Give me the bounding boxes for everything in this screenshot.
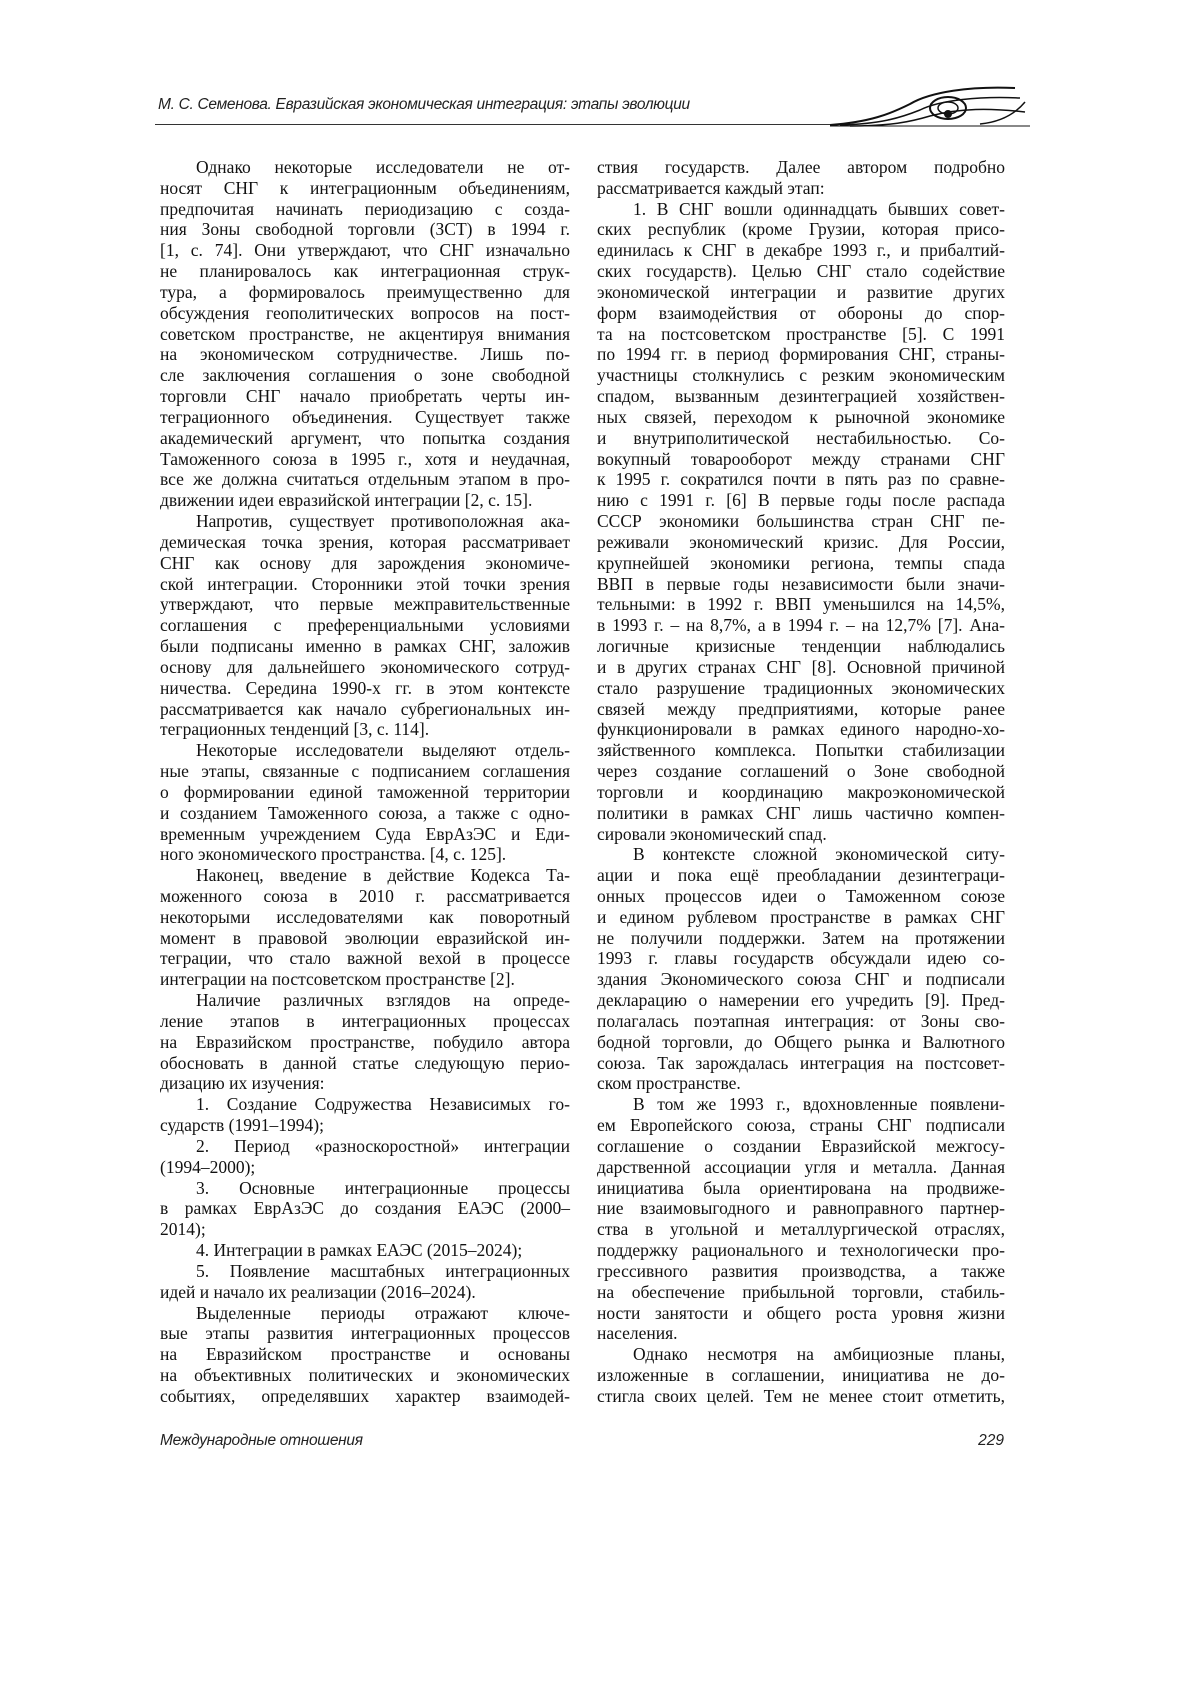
text-line: были подписаны именно в рамках СНГ, заложив <box>160 636 570 657</box>
paragraph <box>160 865 570 990</box>
text-line: стало разрушение традиционных экономических <box>597 678 1005 699</box>
text-line: ВВП в первые годы независимости были значи- <box>597 574 1005 595</box>
text-line: полагалась поэтапная интеграция: от Зоны сво- <box>597 1011 1005 1032</box>
text-line: 5. Появление масштабных интеграционных <box>160 1261 570 1282</box>
text-line: к 1995 г. сократился почти в пять раз по сравне- <box>597 469 1005 490</box>
text-line: единилась к СНГ в декабре 1993 г., и прибалтий- <box>597 240 1005 261</box>
text-line: 1. Создание Содружества Независимых го- <box>160 1094 570 1115</box>
text-line: стигла своих целей. Тем не менее стоит отметить, <box>597 1386 1005 1407</box>
text-line: 2. Период «разноскоростной» интеграции <box>160 1136 570 1157</box>
text-line: ного экономического пространства. [4, с. 125]. <box>160 844 570 865</box>
text-line: спадом, вызванным дезинтеграцией хозяйствен- <box>597 386 1005 407</box>
header-rule <box>155 124 845 125</box>
text-line: и созданием Таможенного союза, а также с одно- <box>160 803 570 824</box>
text-line: демическая точка зрения, которая рассматривает <box>160 532 570 553</box>
text-line: 1. В СНГ вошли одиннадцать бывших совет- <box>597 199 1005 220</box>
text-line: участницы столкнулись с резким экономическим <box>597 365 1005 386</box>
text-line: политики в рамках СНГ лишь частично компен- <box>597 803 1005 824</box>
text-line: СНГ как основу для зарождения экономиче- <box>160 553 570 574</box>
text-line: ства в угольной и металлургической отраслях, <box>597 1219 1005 1240</box>
text-line: дизацию их изучения: <box>160 1073 570 1094</box>
text-line: СССР экономики большинства стран СНГ пе- <box>597 511 1005 532</box>
text-line: форм взаимодействия от обороны до спор- <box>597 303 1005 324</box>
text-line: все же должна считаться отдельным этапом в про- <box>160 469 570 490</box>
text-line: функционировали в рамках единого народно-хо- <box>597 719 1005 740</box>
text-line: логичные кризисные тенденции наблюдались <box>597 636 1005 657</box>
text-line: теграционного объединения. Существует также <box>160 407 570 428</box>
text-line: тельными: в 1992 г. ВВП уменьшился на 14,5%, <box>597 594 1005 615</box>
text-line: по 1994 гг. в период формирования СНГ, страны- <box>597 344 1005 365</box>
text-line: Однако некоторые исследователи не от- <box>160 157 570 178</box>
paragraph <box>160 157 570 511</box>
text-line: ности занятости и общего роста уровня жизни <box>597 1303 1005 1324</box>
text-line: инициатива была ориентирована на продвиже- <box>597 1178 1005 1199</box>
text-line: дарственной ассоциации угля и металла. Данная <box>597 1157 1005 1178</box>
text-line: сле заключения соглашения о зоне свободной <box>160 365 570 386</box>
paragraph <box>597 199 1005 845</box>
text-line: советском пространстве, не акцентируя внимания <box>160 324 570 345</box>
text-line: ских республик (кроме Грузии, которая присо- <box>597 219 1005 240</box>
text-line: академический аргумент, что попытка создания <box>160 428 570 449</box>
text-line: Напротив, существует противоположная ака- <box>160 511 570 532</box>
text-line: Однако несмотря на амбициозные планы, <box>597 1344 1005 1365</box>
text-line: ской интеграции. Сторонники этой точки зрения <box>160 574 570 595</box>
paragraph <box>160 1136 570 1178</box>
text-line: экономической интеграции и развитие других <box>597 282 1005 303</box>
text-line: некоторыми исследователями как поворотный <box>160 907 570 928</box>
text-column-right <box>597 157 1005 1407</box>
text-line: на экономическом сотрудничестве. Лишь по- <box>160 344 570 365</box>
paragraph <box>160 990 570 1094</box>
text-line: ем Европейского союза, страны СНГ подписали <box>597 1115 1005 1136</box>
text-line: о формировании единой таможенной территории <box>160 782 570 803</box>
text-line: сировали экономический спад. <box>597 824 1005 845</box>
text-line: бодной торговли, до Общего рынка и Валютного <box>597 1032 1005 1053</box>
text-line: изложенные в соглашении, инициатива не до- <box>597 1365 1005 1386</box>
text-line: идей и начало их реализации (2016–2024). <box>160 1282 570 1303</box>
text-line: связей между предприятиями, которые ранее <box>597 699 1005 720</box>
text-line: ских государств). Целью СНГ стало содействие <box>597 261 1005 282</box>
text-line: обсуждения геополитических вопросов на пост- <box>160 303 570 324</box>
text-line: моженного союза в 2010 г. рассматривается <box>160 886 570 907</box>
text-line: ствия государств. Далее автором подробно <box>597 157 1005 178</box>
text-line: населения. <box>597 1323 1005 1344</box>
text-line: не планировалось как интеграционная струк- <box>160 261 570 282</box>
text-line: [1, с. 74]. Они утверждают, что СНГ изначально <box>160 240 570 261</box>
text-line: предпочитая начинать периодизацию с созда- <box>160 199 570 220</box>
text-line: В контексте сложной экономической ситу- <box>597 844 1005 865</box>
text-line: поддержку рационального и технологически про- <box>597 1240 1005 1261</box>
ornament-icon <box>830 84 1030 144</box>
text-column-left <box>160 157 570 1407</box>
text-line: грессивного развития производства, а также <box>597 1261 1005 1282</box>
text-line: ничества. Середина 1990-х гг. в этом контексте <box>160 678 570 699</box>
page-number: 229 <box>978 1432 1004 1450</box>
text-line: 1993 г. главы государств обсуждали идею со- <box>597 948 1005 969</box>
text-line: торговли СНГ начало приобретать черты ин- <box>160 386 570 407</box>
text-line: на Евразийском пространстве и основаны <box>160 1344 570 1365</box>
text-line: теграционных тенденций [3, с. 114]. <box>160 719 570 740</box>
text-line: реживали экономический кризис. Для России, <box>597 532 1005 553</box>
paragraph <box>160 740 570 865</box>
text-line: Таможенного союза в 1995 г., хотя и неудачная, <box>160 449 570 470</box>
text-line: 2014); <box>160 1219 570 1240</box>
text-line: онных процессов идеи о Таможенном союзе <box>597 886 1005 907</box>
text-line: основу для дальнейшего экономического сотруд- <box>160 657 570 678</box>
text-line: и едином рублевом пространстве в рамках СНГ <box>597 907 1005 928</box>
text-line: Некоторые исследователи выделяют отдель- <box>160 740 570 761</box>
text-line: движении идеи евразийской интеграции [2, с. 15]. <box>160 490 570 511</box>
text-line: на объективных политических и экономических <box>160 1365 570 1386</box>
text-line: рассматривается как начало субрегиональных ин- <box>160 699 570 720</box>
paragraph <box>597 157 1005 199</box>
text-line: событиях, определявших характер взаимодей- <box>160 1386 570 1407</box>
paragraph <box>597 1094 1005 1344</box>
text-line: та на постсоветском пространстве [5]. С 1991 <box>597 324 1005 345</box>
text-line: декларацию о намерении его учредить [9]. Пред- <box>597 990 1005 1011</box>
text-line: Выделенные периоды отражают ключе- <box>160 1303 570 1324</box>
text-line: теграции, что стало важной вехой в процессе <box>160 948 570 969</box>
text-line: ском пространстве. <box>597 1073 1005 1094</box>
paragraph <box>160 1261 570 1303</box>
text-line: момент в правовой эволюции евразийской ин- <box>160 928 570 949</box>
text-line: союза. Так зарождалась интеграция на постсовет- <box>597 1053 1005 1074</box>
paragraph <box>160 1094 570 1136</box>
text-line: через создание соглашений о Зоне свободной <box>597 761 1005 782</box>
text-line: В том же 1993 г., вдохновленные появлени- <box>597 1094 1005 1115</box>
text-line: вокупный товарооборот между странами СНГ <box>597 449 1005 470</box>
footer-journal-title: Международные отношения <box>160 1432 363 1450</box>
paragraph <box>160 1178 570 1240</box>
text-line: зяйственного комплекса. Попытки стабилизации <box>597 740 1005 761</box>
text-line: на обеспечение прибыльной торговли, стабиль- <box>597 1282 1005 1303</box>
text-line: сударств (1991–1994); <box>160 1115 570 1136</box>
text-line: соглашение о создании Евразийской межгосу- <box>597 1136 1005 1157</box>
text-line: Наконец, введение в действие Кодекса Та- <box>160 865 570 886</box>
paragraph <box>160 1303 570 1407</box>
text-line: здания Экономического союза СНГ и подписали <box>597 969 1005 990</box>
text-line: ление этапов в интеграционных процессах <box>160 1011 570 1032</box>
text-line: ации и пока ещё преобладании дезинтеграци- <box>597 865 1005 886</box>
text-line: временным учреждением Суда ЕврАзЭС и Еди- <box>160 824 570 845</box>
text-line: носят СНГ к интеграционным объединениям, <box>160 178 570 199</box>
text-line: нию с 1991 г. [6] В первые годы после распада <box>597 490 1005 511</box>
text-line: ние взаимовыгодного и равноправного партнер- <box>597 1198 1005 1219</box>
text-line: в 1993 г. – на 8,7%, а в 1994 г. – на 12,7% [7]. Ана- <box>597 615 1005 636</box>
text-line: и внутриполитической нестабильностью. Со- <box>597 428 1005 449</box>
text-line: ные этапы, связанные с подписанием соглашения <box>160 761 570 782</box>
text-line: Наличие различных взглядов на опреде- <box>160 990 570 1011</box>
text-line: утверждают, что первые межправительственные <box>160 594 570 615</box>
text-line: на Евразийском пространстве, побудило автора <box>160 1032 570 1053</box>
text-line: крупнейшей экономики региона, темпы спада <box>597 553 1005 574</box>
text-line: 4. Интеграции в рамках ЕАЭС (2015–2024); <box>160 1240 570 1261</box>
paragraph <box>160 1240 570 1261</box>
paragraph <box>160 511 570 740</box>
text-line: (1994–2000); <box>160 1157 570 1178</box>
text-line: 3. Основные интеграционные процессы <box>160 1178 570 1199</box>
text-line: тура, а формировалось преимущественно для <box>160 282 570 303</box>
text-line: рассматривается каждый этап: <box>597 178 1005 199</box>
text-line: ния Зоны свободной торговли (ЗСТ) в 1994 г. <box>160 219 570 240</box>
paragraph <box>597 844 1005 1094</box>
running-header: М. С. Семенова. Евразийская экономическая интеграция: этапы эволюции <box>158 96 690 114</box>
text-line: соглашения с преференциальными условиями <box>160 615 570 636</box>
text-line: интеграции на постсоветском пространстве [2]. <box>160 969 570 990</box>
text-line: и в других странах СНГ [8]. Основной причиной <box>597 657 1005 678</box>
paragraph <box>597 1344 1005 1406</box>
text-line: не получили поддержки. Затем на протяжении <box>597 928 1005 949</box>
text-line: обосновать в данной статье следующую перио- <box>160 1053 570 1074</box>
text-line: ных связей, переходом к рыночной экономике <box>597 407 1005 428</box>
text-line: в рамках ЕврАзЭС до создания ЕАЭС (2000– <box>160 1198 570 1219</box>
text-line: торговли и координацию макроэкономической <box>597 782 1005 803</box>
text-line: вые этапы развития интеграционных процессов <box>160 1323 570 1344</box>
